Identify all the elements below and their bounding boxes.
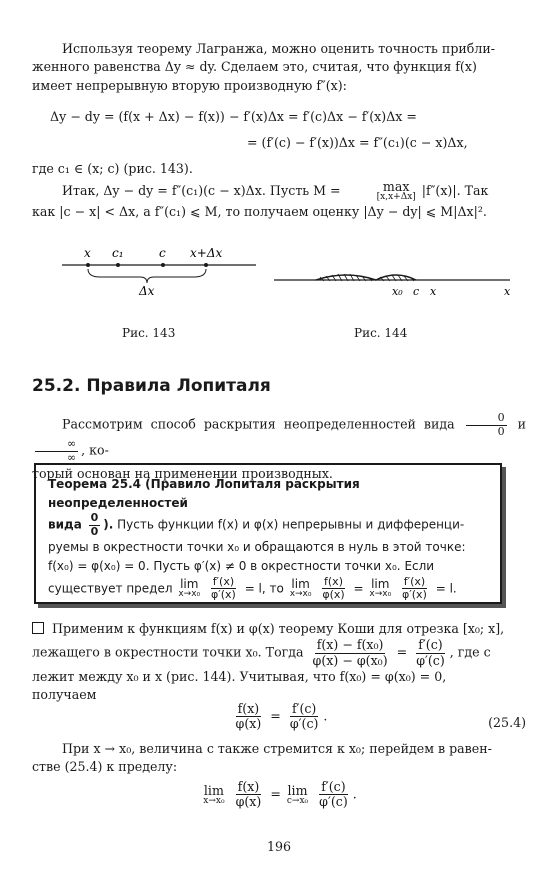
fig143-label-xdx: x+Δx (190, 246, 223, 260)
theorem-fraction-1: $\frac{f'(x)}{\varphi'(x)}$ (211, 574, 236, 602)
fig143-label-x: x (84, 246, 91, 260)
fig143-brace (88, 269, 206, 283)
proof-line-2: лежащего в окрестности точки x₀. Тогда $\frac{\text{f(x) − f(x₀)}}{\text{φ(x) − φ(x₀)}}$ = $\frac{f'(c)}{\varphi'(c)}$ , где c (32, 637, 491, 668)
fig143-dot-c1 (116, 263, 120, 267)
fig144-caption: Рис. 144 (354, 326, 408, 340)
theorem-line-4-a: существует предел (48, 581, 173, 596)
final-lim-2: lim c→x₀ (286, 782, 309, 806)
fig144-label-c: c (413, 285, 420, 298)
fig143-dot-c (161, 263, 165, 267)
theorem-line-1 (48, 512, 488, 538)
theorem-title-fraction: $\frac{0}{0}$ (90, 511, 99, 538)
equation-25-4: $\frac{f(x)}{\varphi(x)}$ = $\frac{f'(c)}{\varphi'(c)}$ . (25.4) (235, 701, 526, 732)
max-subscript: [x,x+Δx] (376, 192, 416, 203)
max-word: max (382, 179, 410, 194)
cauchy-fraction-right: $\frac{f'(c)}{\varphi'(c)}$ (416, 637, 445, 668)
after-line-1: При x → x₀, величина c также стремится к x₀; перейдем в равен- (62, 741, 492, 756)
conclusion-text-b: |f″(x)|. Так (421, 182, 489, 198)
lim-operator-2: lim x→x₀ (289, 576, 312, 600)
intro-paragraph (32, 40, 526, 95)
conclusion-line-1 (32, 180, 526, 203)
lim-operator-3: lim x→x₀ (369, 576, 392, 600)
eq254-right: $\frac{f'(c)}{\varphi'(c)}$ (289, 701, 319, 732)
fig144-label-x0: x₀ (392, 285, 403, 298)
theorem-title-b: вида (48, 517, 82, 532)
section-intro-line-2: торый основан на применении производных. (32, 465, 333, 481)
conclusion-paragraph (32, 180, 526, 221)
section-intro-line-1 (32, 412, 526, 465)
fig143-dot-x (86, 263, 90, 267)
fraction-inf-over-inf: $\frac{\infty}{\infty}$ (35, 438, 78, 464)
fig143-label-c1: c₁ (112, 246, 124, 260)
theorem-fraction-3: $\frac{f'(x)}{\varphi'(x)}$ (402, 574, 427, 602)
conclusion-text-a: Итак, Δy − dy = f″(c₁)(c − x)Δx. Пусть M = (62, 182, 341, 198)
section-intro-text-b: , ко- (81, 442, 109, 458)
theorem-title-c: ). (103, 517, 114, 532)
eq254-number: (25.4) (488, 715, 526, 730)
proof-paragraph (32, 620, 526, 705)
theorem-box (34, 463, 502, 604)
theorem-title (48, 475, 488, 512)
equation-1-line-2: = (f′(c) − f′(x))Δx = f″(c₁)(c − x)Δx, (247, 135, 468, 151)
theorem-end: = l. (435, 581, 457, 596)
fig144-label-x: x (430, 285, 437, 298)
fig143-dot-xdx (204, 263, 208, 267)
final-lim-1: lim x→x₀ (203, 782, 225, 806)
theorem-eq-l: = l, то (244, 581, 284, 596)
fig143-caption: Рис. 143 (122, 326, 176, 340)
fig143-label-c: c (159, 246, 166, 260)
fig143-brace-label: Δx (139, 284, 155, 298)
conclusion-line-2: как |c − x| < Δx, а f″(c₁) ⩽ M, то получаем оценку |Δy − dy| ⩽ M|Δx|². (32, 203, 487, 219)
proof-line-2-a: лежащего в окрестности точки x₀. Тогда (32, 644, 304, 660)
theorem-title-a: Теорема 25.4 (Правило Лопиталя раскрытия неопределенностей (48, 477, 360, 510)
max-operator (347, 180, 416, 203)
proof-line-1: Применим к функциям f(x) и φ(x) теорему Коши для отрезка [x₀; x], (32, 620, 526, 638)
figure-143 (60, 245, 260, 300)
page-number: 196 (266, 839, 292, 854)
proof-line-4: получаем (32, 687, 97, 703)
fraction-zero-over-zero: $\frac{0}{0}$ (466, 412, 507, 438)
equation-1 (32, 108, 526, 153)
theorem-line-2: руемы в окрестности точки x₀ и обращаются в нуль в этой точке: (48, 540, 466, 555)
final-fraction-right: $\frac{f'(c)}{\varphi'(c)}$ (319, 779, 348, 810)
after-line-2: стве (25.4) к пределу: (32, 759, 178, 775)
after-paragraph (32, 740, 526, 777)
proof-line-3: лежит между x₀ и x (рис. 144). Учитывая, что f(x₀) = φ(x₀) = 0, (32, 669, 447, 685)
where-line: где c₁ ∈ (x; c) (рис. 143). (32, 161, 193, 176)
intro-line-1: Используя теорему Лагранжа, можно оценить точность прибли- (62, 41, 496, 56)
intro-line-3: имеет непрерывную вторую производную f″(x): (32, 77, 347, 93)
proof-start-square-icon (32, 622, 44, 634)
figure-144 (272, 262, 512, 302)
section-intro-and: и (517, 416, 526, 432)
cauchy-fraction-left: $\frac{\text{f(x) − f(x₀)}}{\text{φ(x) − φ(x₀)}}$ (312, 637, 388, 668)
fig144-axis-label: x (504, 285, 511, 298)
final-equation: lim x→x₀ $\frac{f(x)}{\varphi(x)}$ = lim c→x₀ $\frac{f'(c)}{\varphi'(c)}$ . (203, 779, 357, 810)
final-fraction-left: $\frac{f(x)}{\varphi(x)}$ (235, 779, 262, 810)
intro-line-2: женного равенства Δy ≈ dy. Сделаем это, считая, что функция f(x) (32, 59, 477, 75)
page (32, 0, 526, 875)
section-title: 25.2. Правила Лопиталя (32, 376, 271, 396)
proof-line-2-b: , где c (449, 644, 491, 660)
theorem-line-1-text: Пусть функции f(x) и φ(x) непрерывны и дифференци- (117, 517, 465, 532)
section-intro-text-a: Рассмотрим способ раскрытия неопределенностей вида (62, 416, 455, 432)
eq254-left: $\frac{f(x)}{\varphi(x)}$ (235, 701, 262, 732)
lim-operator-1: lim x→x₀ (178, 576, 201, 600)
theorem-line-4: существует предел lim x→x₀ $\frac{f'(x)}{\varphi'(x)}$ = l, то lim x→x₀ $\frac{f(x)}{\varphi(x)}$ = lim x→x₀ $\frac{f'(x)}{\varphi'(x)}$ = l. (48, 574, 457, 602)
equation-1-line-1: Δy − dy = (f(x + Δx) − f(x)) − f′(x)Δx = f′(c)Δx − f′(x)Δx = (50, 109, 417, 124)
theorem-fraction-2: $\frac{f(x)}{\varphi(x)}$ (322, 574, 345, 602)
theorem-line-3: f(x₀) = φ(x₀) = 0. Пусть φ′(x) ≠ 0 в окрестности точки x₀. Если (48, 559, 435, 574)
